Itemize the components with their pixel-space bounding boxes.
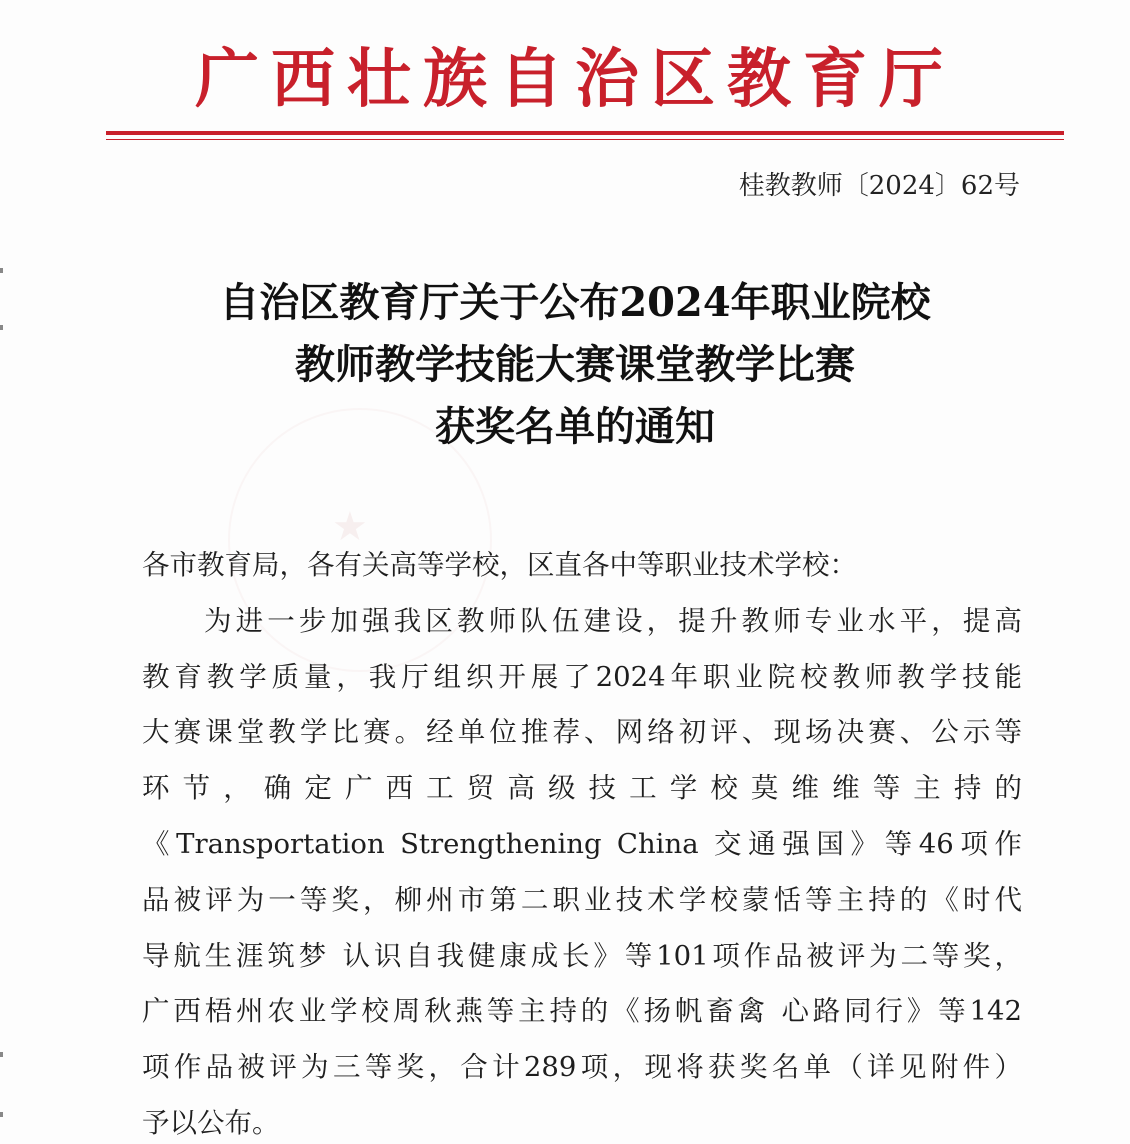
paragraph-line: 为进一步加强我区教师队伍建设，提升教师专业水平，提高 [204,604,1022,637]
addressee-line: 各市教育局，各有关高等学校，区直各中等职业技术学校： [142,549,857,581]
title-line-1: 自治区教育厅关于公布2024年职业院校 [219,279,931,326]
notice-body [142,538,1022,1144]
paragraph-line: 项作品被评为三等奖，合计289项，现将获奖名单（详见附件） [142,1051,1022,1084]
paragraph-line: 教育教学质量，我厅组织开展了2024年职业院校教师教学技能 [142,660,1022,693]
title-line-2: 教师教学技能大赛课堂教学比赛 [295,341,855,388]
paragraph-line: 《Transportation Strengthening China 交通强国》等46项作 [142,827,1022,860]
paragraph-line-last: 予以公布。 [142,1106,280,1139]
document-title [0,272,1130,458]
paragraph-line: 品被评为一等奖，柳州市第二职业技术学校蒙恬等主持的《时代 [142,883,1022,916]
letterhead-red-rule-thin [106,139,1064,140]
paragraph-line: 环节，确定广西工贸高级技工学校莫维维等主持的 [142,772,1022,805]
scan-edge-mark [0,1052,3,1057]
scan-edge-mark [0,1112,3,1117]
seal-star-watermark: ★ [332,504,368,550]
letterhead-org-name: 广西壮族自治区教育厅 [195,42,955,117]
paragraph-line: 导航生涯筑梦 认识自我健康成长》等101项作品被评为二等奖， [142,939,1022,972]
paragraph-line: 广西梧州农业学校周秋燕等主持的《扬帆畜禽 心路同行》等142 [142,995,1022,1028]
title-line-3: 获奖名单的通知 [435,403,715,450]
document-number: 桂教教师〔2024〕62号 [738,171,1020,201]
paragraph-line: 大赛课堂教学比赛。经单位推荐、网络初评、现场决赛、公示等 [142,716,1022,749]
letterhead-red-rule [106,131,1064,135]
